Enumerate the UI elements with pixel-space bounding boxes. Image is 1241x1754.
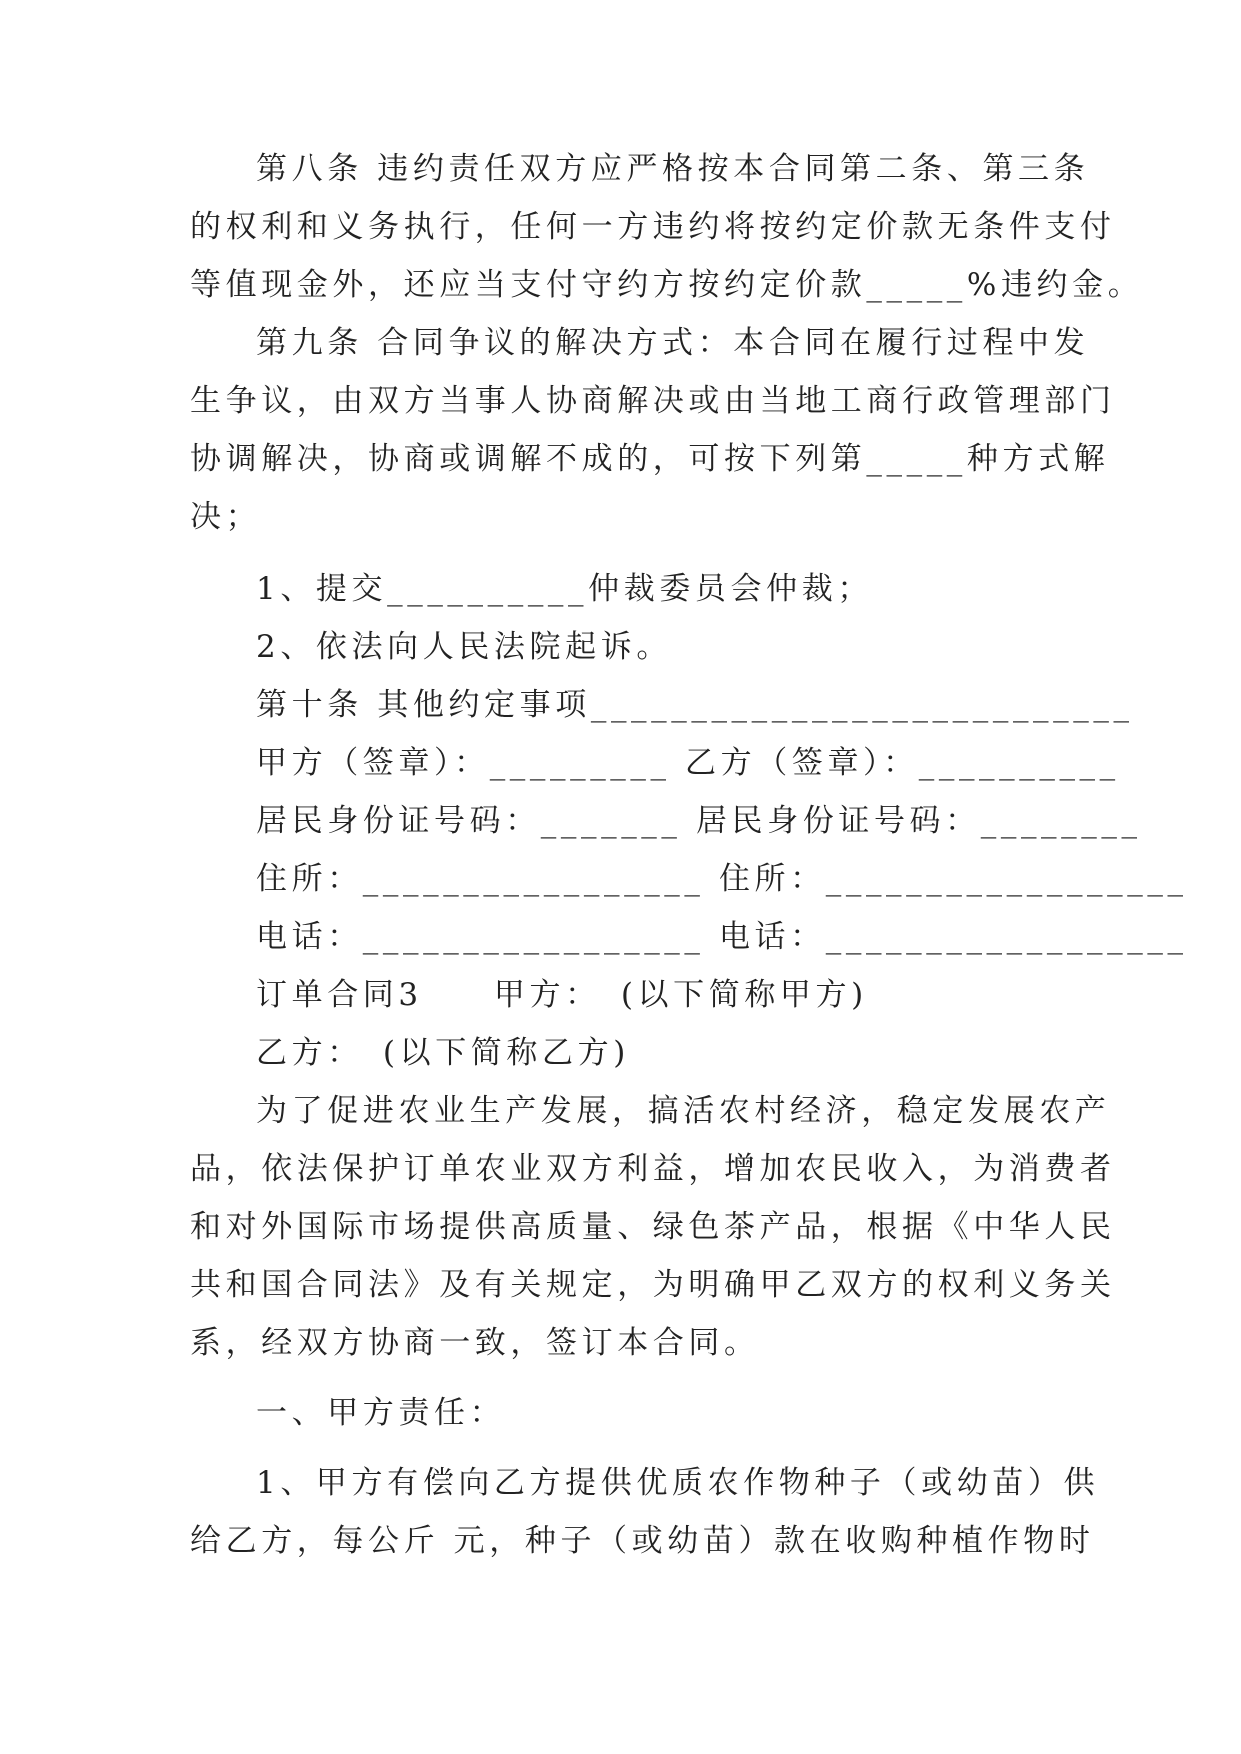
text-line: 决；: [190, 499, 262, 535]
section-heading: 一、甲方责任：: [256, 1395, 506, 1431]
text-line: 给乙方，每公斤 元，种子（或幼苗）款在收购种植作物时: [190, 1523, 1095, 1559]
text-line: 等值现金外，还应当支付守约方按约定价款_____%违约金。: [190, 267, 1144, 303]
text-line: 的权利和义务执行，任何一方违约将按约定价款无条件支付: [190, 209, 1116, 245]
id-number-line: 居民身份证号码：_______ 居民身份证号码：________: [256, 803, 1142, 839]
text-line: 乙方： (以下简称乙方): [256, 1035, 630, 1071]
text-line: 生争议，由双方当事人协商解决或由当地工商行政管理部门: [190, 383, 1116, 419]
phone-line: 电话：_________________ 电话：__________________: [256, 919, 1188, 955]
text-line: 2、依法向人民法院起诉。: [256, 629, 672, 665]
text-line: 1、提交__________仲裁委员会仲裁；: [256, 571, 873, 607]
text-line: 共和国合同法》及有关规定，为明确甲乙双方的权利义务关: [190, 1267, 1116, 1303]
text-line: 为了促进农业生产发展，搞活农村经济，稳定发展农产: [256, 1093, 1111, 1129]
signature-line: 甲方（签章）：_________ 乙方（签章）：__________: [256, 745, 1120, 781]
text-line: 订单合同3 甲方： (以下简称甲方): [256, 977, 868, 1013]
text-line: 第十条 其他约定事项___________________________: [256, 687, 1134, 723]
text-line: 第八条 违约责任双方应严格按本合同第二条、第三条: [256, 151, 1090, 187]
text-line: 和对外国际市场提供高质量、绿色茶产品，根据《中华人民: [190, 1209, 1116, 1245]
text-line: 1、甲方有偿向乙方提供优质农作物种子（或幼苗）供: [256, 1465, 1100, 1501]
text-line: 系，经双方协商一致，签订本合同。: [190, 1325, 760, 1361]
address-line: 住所：_________________ 住所：__________________: [256, 861, 1188, 897]
text-line: 协调解决，协商或调解不成的，可按下列第_____种方式解: [190, 441, 1110, 477]
text-line: 第九条 合同争议的解决方式：本合同在履行过程中发: [256, 325, 1090, 361]
text-line: 品，依法保护订单农业双方利益，增加农民收入，为消费者: [190, 1151, 1116, 1187]
